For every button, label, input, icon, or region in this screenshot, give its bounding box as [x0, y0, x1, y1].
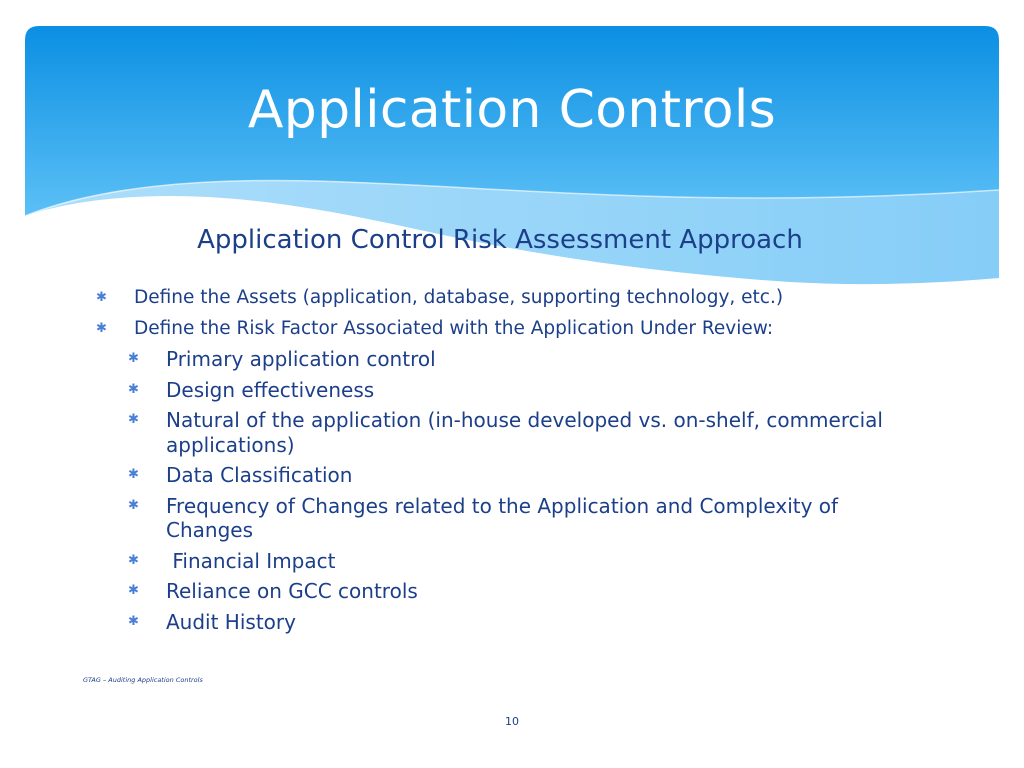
sub-bullet-item	[96, 347, 926, 372]
footnote-source: GTAG – Auditing Application Controls	[83, 676, 203, 684]
asterisk-icon: ✱	[128, 497, 139, 513]
page-number: 10	[505, 715, 519, 728]
sub-bullet-item	[96, 494, 926, 543]
sub-bullet-item	[96, 463, 926, 488]
sub-bullet-text: Natural of the application (in-house developed vs. on-shelf, commercial applications)	[166, 408, 883, 457]
sub-bullet-text: Data Classification	[166, 463, 353, 487]
bullet-text: Define the Assets (application, database, supporting technology, etc.)	[134, 287, 784, 308]
asterisk-icon: ✱	[96, 320, 107, 336]
asterisk-icon: ✱	[128, 381, 139, 397]
sub-bullet-text: Audit History	[166, 609, 296, 634]
bullet-item	[96, 286, 926, 310]
sub-bullet-text: Reliance on GCC controls	[166, 579, 418, 603]
sub-bullet-item	[96, 579, 926, 604]
asterisk-icon: ✱	[128, 412, 139, 427]
asterisk-icon: ✱	[128, 552, 139, 568]
asterisk-icon: ✱	[96, 290, 107, 305]
slide-title: Application Controls	[247, 80, 777, 140]
asterisk-icon: ✱	[128, 583, 139, 598]
bullet-list	[96, 286, 926, 640]
sub-bullet-item	[96, 610, 926, 635]
sub-bullet-text: Design effectiveness	[166, 377, 375, 402]
sub-bullet-text: Primary application control	[166, 347, 436, 371]
sub-bullet-text: Financial Impact	[166, 548, 336, 573]
sub-bullet-text: Frequency of Changes related to the Application and Complexity of Changes	[166, 493, 839, 542]
bullet-item	[96, 317, 926, 341]
asterisk-icon: ✱	[128, 613, 139, 629]
sub-bullet-item	[96, 408, 926, 457]
sub-bullet-item	[96, 378, 926, 403]
bullet-text: Define the Risk Factor Associated with the Application Under Review:	[134, 317, 774, 339]
asterisk-icon: ✱	[128, 467, 139, 482]
sub-bullet-item	[96, 549, 926, 574]
asterisk-icon: ✱	[128, 351, 139, 366]
slide-subtitle: Application Control Risk Assessment Approach	[197, 225, 803, 255]
